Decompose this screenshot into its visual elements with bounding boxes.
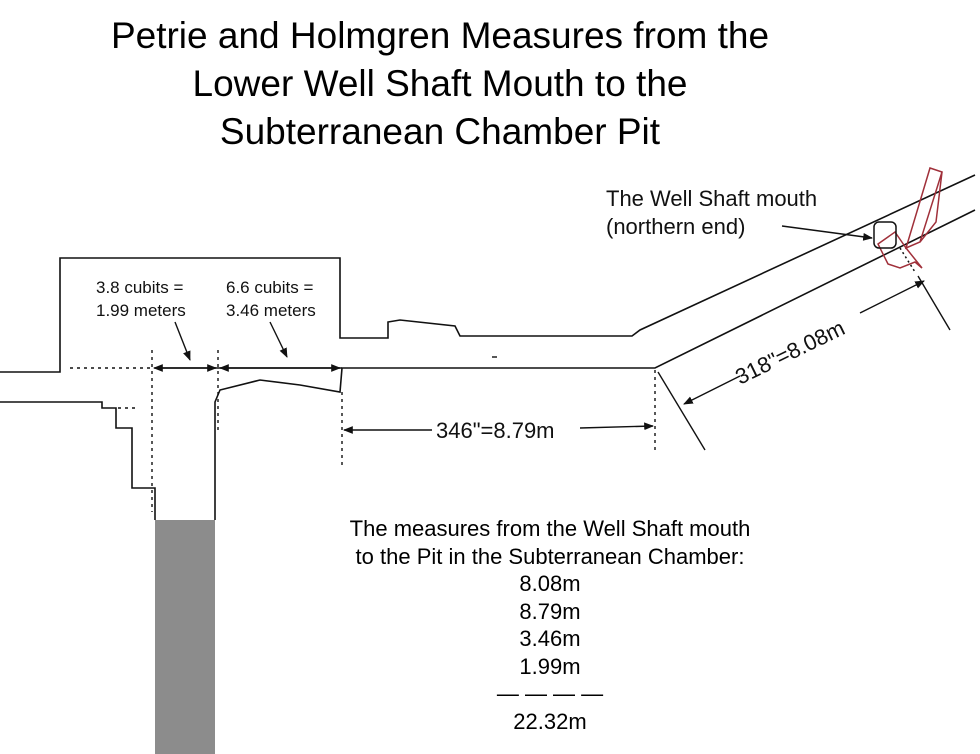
chamber-outline (0, 175, 975, 520)
title-line-3: Subterranean Chamber Pit (219, 111, 661, 152)
label-dim-346: 346"=8.79m (436, 418, 555, 443)
summary-heading-1: The measures from the Well Shaft mouth (349, 516, 751, 541)
dim-arrow-346-right (580, 426, 653, 428)
label-cubits-a-2: 1.99 meters (96, 301, 186, 320)
summary-value-4: 1.99m (519, 653, 581, 679)
title-line-2: Lower Well Shaft Mouth to the (192, 63, 688, 104)
label-well-shaft-mouth-1: The Well Shaft mouth (606, 186, 818, 211)
pointer-well-shaft (782, 226, 872, 238)
dim-arrow-318-lower (684, 376, 740, 404)
measure-guides (70, 350, 655, 512)
summary-separator: — — — — (496, 681, 604, 706)
label-cubits-b-1: 6.6 cubits = (226, 278, 314, 297)
label-well-shaft-mouth-2: (northern end) (606, 214, 746, 239)
summary-value-1: 8.08m (519, 571, 581, 596)
summary-total: 22.32m (513, 708, 587, 734)
slope-extension-lower (658, 372, 705, 450)
pointer-cubits-a (175, 322, 190, 360)
measures-summary (300, 515, 800, 735)
pointer-cubits-b (270, 322, 287, 357)
dim-arrow-318-upper (860, 281, 924, 313)
slope-extension-upper (918, 276, 950, 330)
title-line-1: Petrie and Holmgren Measures from the (110, 15, 770, 56)
pit-shaft (155, 520, 215, 754)
label-cubits-b-2: 3.46 meters (226, 301, 316, 320)
summary-value-2: 8.79m (519, 598, 581, 624)
summary-value-3: 3.46m (519, 626, 581, 651)
label-dim-318: 318"=8.08m (731, 315, 849, 390)
label-cubits-a-1: 3.8 cubits = (96, 278, 184, 297)
summary-heading-2: to the Pit in the Subterranean Chamber: (355, 543, 745, 569)
